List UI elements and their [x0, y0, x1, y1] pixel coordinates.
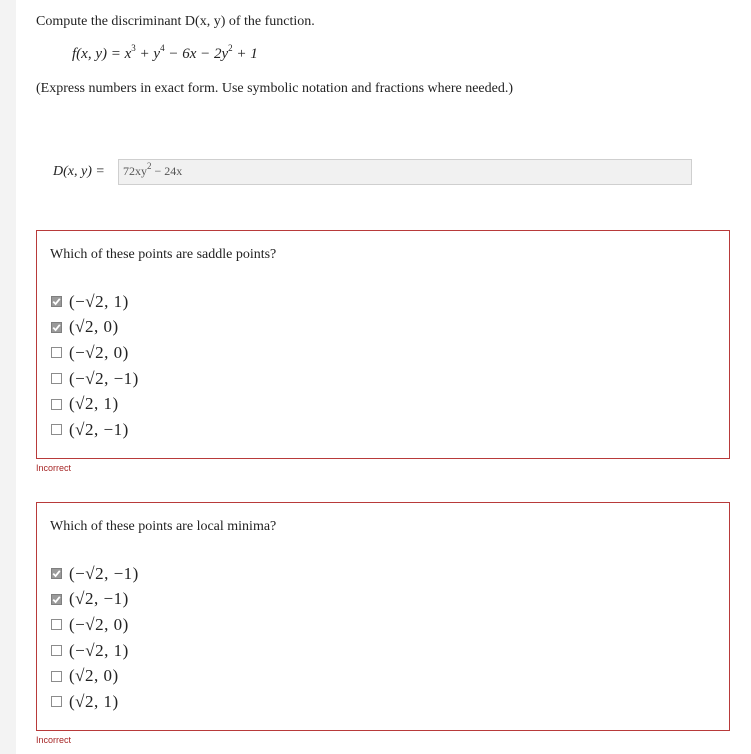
problem-prompt: Compute the discriminant D(x, y) of the function.	[36, 14, 315, 29]
checkbox[interactable]	[51, 424, 62, 435]
local-minima-question	[36, 502, 730, 731]
option-row[interactable]	[51, 417, 139, 443]
option-row[interactable]	[51, 612, 139, 638]
option-row[interactable]	[51, 663, 139, 689]
checkbox[interactable]	[51, 696, 62, 707]
option-label: (−√2, 1)	[69, 291, 129, 311]
option-label: (√2, 1)	[69, 394, 119, 414]
term-separator: + 1	[232, 46, 258, 62]
option-label: (√2, −1)	[69, 589, 129, 609]
option-row[interactable]	[51, 391, 139, 417]
answer-coefficient: 72xy	[123, 164, 147, 178]
term-exponent: 4	[160, 43, 165, 53]
saddle-points-question	[36, 230, 730, 459]
check-icon	[52, 297, 61, 306]
function-formula	[72, 43, 258, 63]
term-separator: − 6x − 2	[164, 46, 222, 62]
option-row[interactable]	[51, 638, 139, 664]
checkbox[interactable]	[51, 399, 62, 410]
option-label: (−√2, 0)	[69, 342, 129, 362]
option-label: (−√2, 1)	[69, 640, 129, 660]
status-incorrect: Incorrect	[36, 735, 72, 745]
option-row[interactable]	[51, 340, 139, 366]
option-row[interactable]	[51, 315, 139, 341]
function-lhs: f(x, y) =	[72, 46, 125, 62]
check-icon	[52, 323, 61, 332]
discriminant-answer-field[interactable]	[118, 159, 692, 185]
instructions: (Express numbers in exact form. Use symbolic notation and fractions where needed.)	[36, 81, 514, 96]
answer-label: D(x, y) =	[53, 164, 105, 179]
check-icon	[52, 595, 61, 604]
checkbox-checked[interactable]	[51, 568, 62, 579]
checkbox-checked[interactable]	[51, 296, 62, 307]
answer-rest: − 24x	[151, 164, 183, 178]
option-row[interactable]	[51, 587, 139, 613]
term-base: y	[153, 46, 161, 62]
option-label: (−√2, −1)	[69, 563, 139, 583]
option-label: (√2, 1)	[69, 691, 119, 711]
option-list	[51, 289, 139, 443]
problem-page	[16, 0, 751, 754]
option-list	[51, 561, 139, 715]
term-separator: +	[135, 46, 154, 62]
option-row[interactable]	[51, 366, 139, 392]
checkbox[interactable]	[51, 347, 62, 358]
option-row[interactable]	[51, 689, 139, 715]
term-base: y	[221, 46, 229, 62]
option-row[interactable]	[51, 561, 139, 587]
term-base: x	[124, 46, 132, 62]
option-label: (√2, 0)	[69, 317, 119, 337]
question-title: Which of these points are local minima?	[50, 519, 277, 534]
option-label: (√2, −1)	[69, 419, 129, 439]
checkbox[interactable]	[51, 373, 62, 384]
option-label: (−√2, 0)	[69, 614, 129, 634]
option-row[interactable]	[51, 289, 139, 315]
checkbox[interactable]	[51, 671, 62, 682]
check-icon	[52, 569, 61, 578]
term-exponent: 3	[131, 43, 136, 53]
status-incorrect: Incorrect	[36, 463, 72, 473]
term-exponent: 2	[228, 43, 233, 53]
checkbox-checked[interactable]	[51, 322, 62, 333]
option-label: (√2, 0)	[69, 666, 119, 686]
question-title: Which of these points are saddle points?	[50, 247, 277, 262]
option-label: (−√2, −1)	[69, 368, 139, 388]
checkbox-checked[interactable]	[51, 594, 62, 605]
checkbox[interactable]	[51, 645, 62, 656]
answer-exponent: 2	[147, 161, 152, 171]
checkbox[interactable]	[51, 619, 62, 630]
